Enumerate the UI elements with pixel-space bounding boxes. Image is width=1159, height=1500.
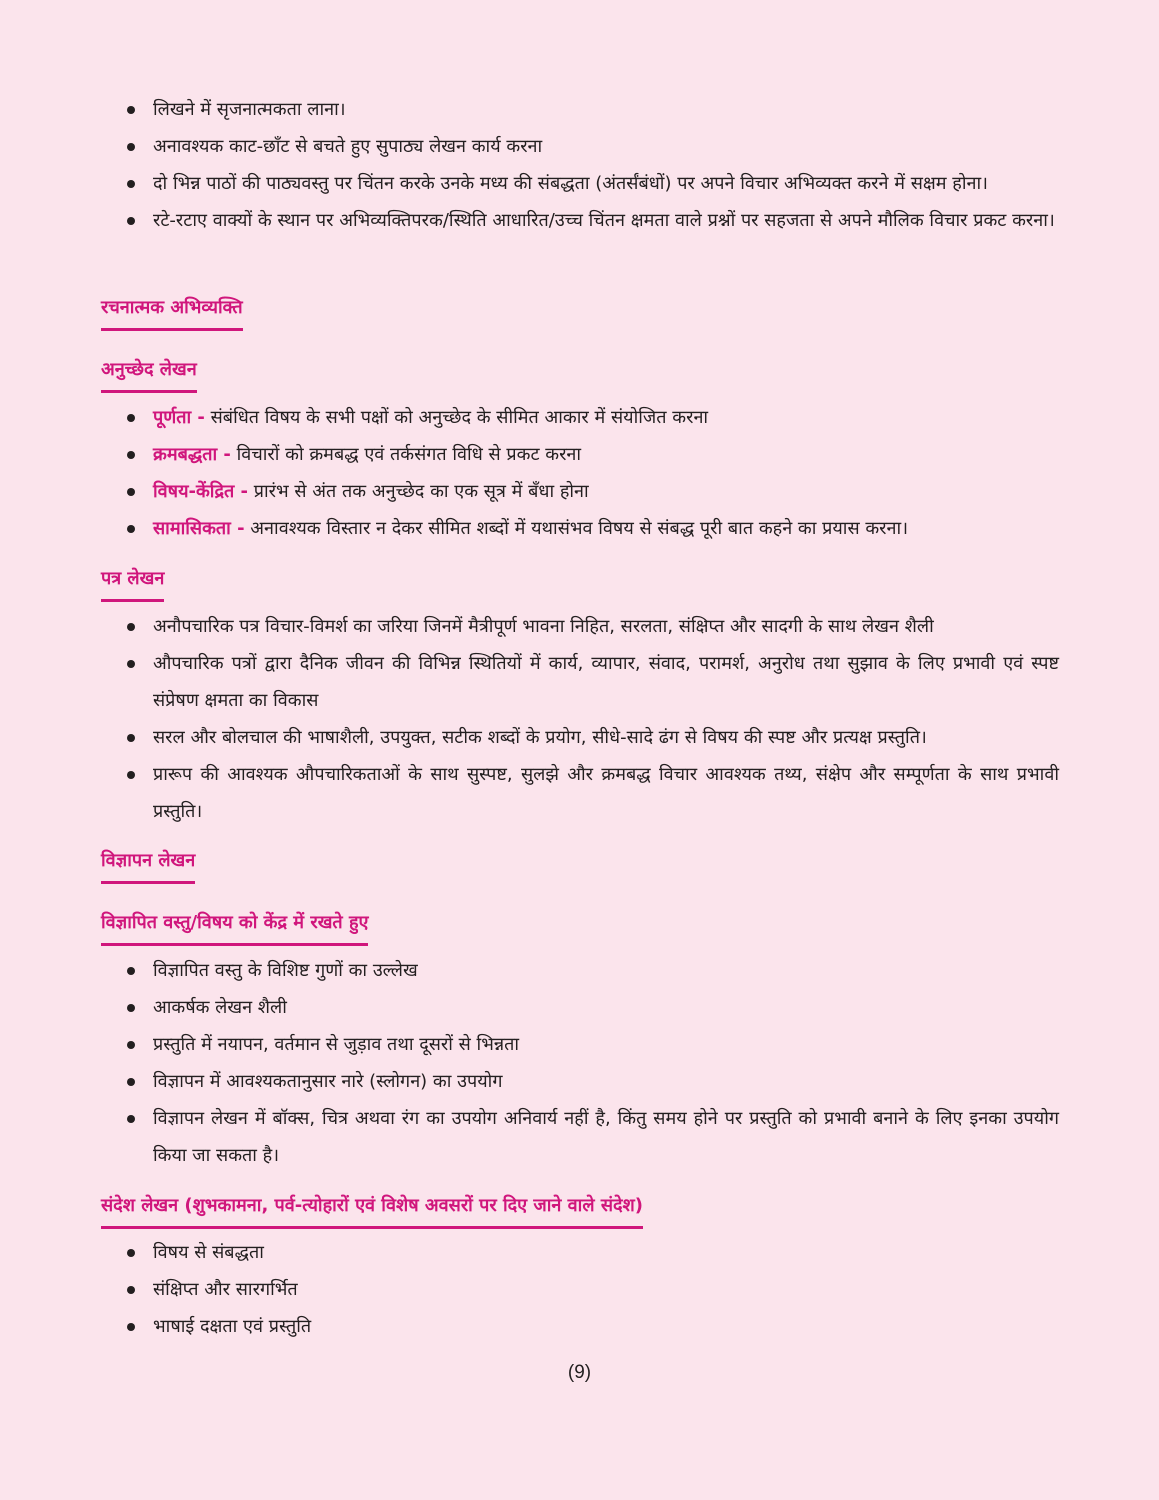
bullet-icon — [127, 180, 135, 188]
bullet-icon — [127, 1041, 135, 1049]
bullet-icon — [127, 771, 135, 779]
list-item: लिखने में सृजनात्मकता लाना। — [0, 91, 1159, 128]
list-item: अनौपचारिक पत्र विचार-विमर्श का जरिया जिनमें मैत्रीपूर्ण भावना निहित, सरलता, संक्षिप्त और सादगी के साथ लेखन शैली — [0, 608, 1159, 645]
bullet-icon — [127, 488, 135, 496]
patra-bullet-list — [0, 608, 1159, 830]
bullet-icon — [127, 967, 135, 975]
term-label: सामासिकता - — [153, 518, 245, 539]
list-item: पूर्णता - संबंधित विषय के सभी पक्षों को अनुच्छेद के सीमित आकार में संयोजित करना — [0, 399, 1159, 436]
page-number: (9) — [567, 1362, 592, 1383]
list-item: आकर्षक लेखन शैली — [0, 989, 1159, 1026]
vigyapan-bullet-list — [0, 952, 1159, 1174]
bullet-icon — [127, 623, 135, 631]
list-item: रटे-रटाए वाक्यों के स्थान पर अभिव्यक्तिपरक/स्थिति आधारित/उच्च चिंतन क्षमता वाले प्रश्नों पर सहजता से अपने मौलिक विचार प्रकट करना। — [0, 202, 1159, 239]
bullet-icon — [127, 1249, 135, 1257]
list-item: विज्ञापन में आवश्यकतानुसार नारे (स्लोगन) का उपयोग — [0, 1063, 1159, 1100]
bullet-icon — [127, 1078, 135, 1086]
list-item: संक्षिप्त और सारगर्भित — [0, 1271, 1159, 1308]
bullet-icon — [127, 143, 135, 151]
list-item: भाषाई दक्षता एवं प्रस्तुति — [0, 1308, 1159, 1345]
anuchhed-bullet-list — [0, 399, 1159, 547]
bullet-icon — [127, 1286, 135, 1294]
list-item: सरल और बोलचाल की भाषाशैली, उपयुक्त, सटीक शब्दों के प्रयोग, सीधे-सादे ढंग से विषय की स्पष्ट और प्रत्यक्ष प्रस्तुति। — [0, 719, 1159, 756]
bullet-icon — [127, 106, 135, 114]
bullet-icon — [127, 1323, 135, 1331]
list-item: औपचारिक पत्रों द्वारा दैनिक जीवन की विभिन्न स्थितियों में कार्य, व्यापार, संवाद, परामर्श, अनुरोध तथा सुझाव के लिए प्रभावी एवं स्पष्ट संप्रेषण क्षमता का विकास — [0, 645, 1159, 719]
list-item: दो भिन्न पाठों की पाठ्यवस्तु पर चिंतन करके उनके मध्य की संबद्धता (अंतर्संबंधों) पर अपने विचार अभिव्यक्त करने में सक्षम होना। — [0, 165, 1159, 202]
intro-bullet-list — [0, 91, 1159, 239]
bullet-icon — [127, 734, 135, 742]
section-heading-vigyapan: विज्ञापन लेखन — [101, 847, 195, 884]
bullet-icon — [127, 1115, 135, 1123]
list-item: विज्ञापन लेखन में बॉक्स, चित्र अथवा रंग का उपयोग अनिवार्य नहीं है, किंतु समय होने पर प्रस्तुति को प्रभावी बनाने के लिए इनका उपयोग किया जा सकता है। — [0, 1100, 1159, 1174]
term-label: विषय-केंद्रित - — [153, 481, 249, 502]
list-item: क्रमबद्धता - विचारों को क्रमबद्ध एवं तर्कसंगत विधि से प्रकट करना — [0, 436, 1159, 473]
list-item: प्रस्तुति में नयापन, वर्तमान से जुड़ाव तथा दूसरों से भिन्नता — [0, 1026, 1159, 1063]
list-item: विषय-केंद्रित - प्रारंभ से अंत तक अनुच्छेद का एक सूत्र में बँधा होना — [0, 473, 1159, 510]
list-item: विज्ञापित वस्तु के विशिष्ट गुणों का उल्लेख — [0, 952, 1159, 989]
bullet-icon — [127, 660, 135, 668]
bullet-icon — [127, 414, 135, 422]
sandesh-bullet-list — [0, 1234, 1159, 1345]
term-label: पूर्णता - — [153, 407, 205, 428]
bullet-icon — [127, 525, 135, 533]
section-heading-anuchhed: अनुच्छेद लेखन — [101, 356, 197, 393]
section-subheading-vigyapan: विज्ञापित वस्तु/विषय को केंद्र में रखते हुए — [101, 909, 368, 946]
term-label: क्रमबद्धता - — [153, 444, 231, 465]
list-item: प्रारूप की आवश्यक औपचारिकताओं के साथ सुस्पष्ट, सुलझे और क्रमबद्ध विचार आवश्यक तथ्य, संक्षेप और सम्पूर्णता के साथ प्रभावी प्रस्तुति। — [0, 756, 1159, 830]
bullet-icon — [127, 217, 135, 225]
section-heading-patra: पत्र लेखन — [101, 565, 164, 602]
section-heading-sandesh: संदेश लेखन (शुभकामना, पर्व-त्योहारों एवं विशेष अवसरों पर दिए जाने वाले संदेश) — [101, 1192, 643, 1229]
list-item: सामासिकता - अनावश्यक विस्तार न देकर सीमित शब्दों में यथासंभव विषय से संबद्ध पूरी बात कहने का प्रयास करना। — [0, 510, 1159, 547]
list-item: विषय से संबद्धता — [0, 1234, 1159, 1271]
bullet-icon — [127, 1004, 135, 1012]
section-heading-rachnatmak: रचनात्मक अभिव्यक्ति — [101, 294, 243, 331]
list-item: अनावश्यक काट-छाँट से बचते हुए सुपाठ्य लेखन कार्य करना — [0, 128, 1159, 165]
bullet-icon — [127, 451, 135, 459]
